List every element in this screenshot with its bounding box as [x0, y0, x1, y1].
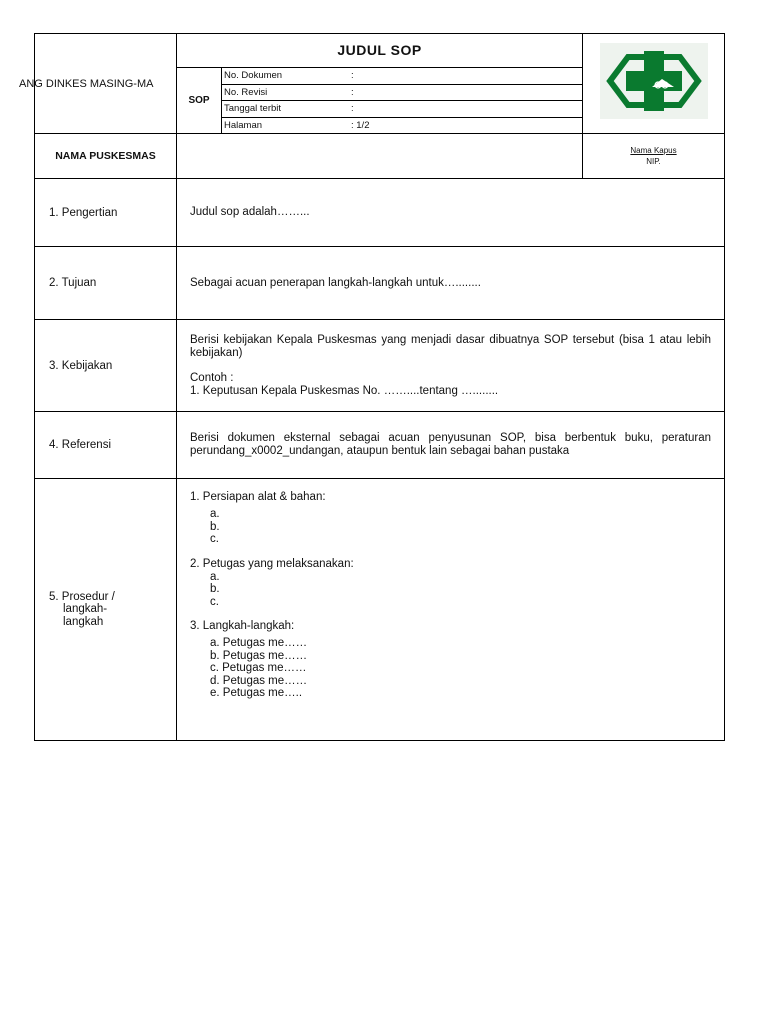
list-item: a. [210, 508, 220, 520]
meta-label: No. Dokumen [224, 70, 283, 82]
list-item: b. [210, 520, 220, 533]
sop-label: SOP [177, 68, 222, 133]
step-1: 1. Persiapan alat & bahan: [190, 491, 326, 503]
list-item: a. [210, 570, 220, 583]
meta-rows [222, 68, 582, 133]
kebijakan-contoh: Contoh : [190, 371, 234, 384]
nama-puskesmas-label: NAMA PUSKESMAS [35, 134, 177, 179]
sop-table [19, 33, 725, 741]
section-tujuan [35, 247, 725, 320]
list-item: c. [210, 595, 219, 608]
list-item: d. Petugas me…… [210, 674, 308, 687]
list-item: b. Petugas me…… [210, 649, 308, 662]
step-3: 3. Langkah-langkah: [190, 620, 295, 632]
section-body [177, 479, 725, 741]
section-prosedur [35, 479, 725, 741]
list-item: a. Petugas me…… [210, 637, 308, 649]
kebijakan-item: 1. Keputusan Kepala Puskesmas No. ……....tentang …........ [190, 384, 499, 397]
meta-label: No. Revisi [224, 86, 268, 98]
nama-row [35, 134, 725, 179]
section-label: 3. Kebijakan [35, 320, 177, 412]
institution-text: ANG DINKES MASING-MA [19, 77, 154, 90]
section-kebijakan [35, 320, 725, 412]
section-body: Sebagai acuan penerapan langkah-langkah untuk…........ [177, 247, 725, 320]
prosedur-label-line: 5. Prosedur / [49, 590, 115, 603]
institution-cell [19, 34, 177, 134]
section-label: 2. Tujuan [35, 247, 177, 320]
step-1-list [210, 508, 711, 546]
list-item: c. [210, 533, 219, 545]
logo-cell [583, 34, 725, 134]
kapus-nip: NIP. [646, 157, 661, 166]
section-label: 1. Pengertian [35, 179, 177, 247]
meta-label: Halaman [224, 119, 263, 131]
meta-row-revisi [222, 85, 582, 102]
meta-row-halaman [222, 118, 582, 134]
section-label [35, 479, 177, 741]
list-item: b. [210, 583, 220, 595]
step-2-list [210, 571, 711, 609]
section-body [177, 320, 725, 412]
kebijakan-text: Berisi kebijakan Kepala Puskesmas yang menjadi dasar dibuatnya SOP tersebut (bisa 1 atau lebih kebijakan) [190, 333, 711, 359]
meta-value: : 1/2 [351, 119, 370, 131]
list-item: e. Petugas me….. [210, 687, 303, 699]
sop-document [19, 33, 724, 741]
prosedur-label-line: langkah- [63, 603, 108, 616]
meta-value: : [351, 103, 354, 115]
nama-empty-cell [177, 134, 583, 179]
header-row [35, 34, 725, 134]
section-label: 4. Referensi [35, 412, 177, 479]
section-referensi [35, 412, 725, 479]
meta-value: : [351, 86, 354, 98]
meta-block [177, 68, 582, 133]
list-item: c. Petugas me…… [210, 662, 307, 674]
title-cell [177, 34, 583, 134]
step-2: 2. Petugas yang melaksanakan: [190, 557, 354, 570]
kapus-name: Nama Kapus [630, 146, 677, 155]
puskesmas-cross-logo-icon [600, 43, 708, 119]
step-3-list [210, 637, 711, 700]
kapus-cell [583, 134, 725, 179]
section-body: Berisi dokumen eksternal sebagai acuan penyusunan SOP, bisa berbentuk buku, peraturan perundang_x0002_undangan, ataupun bentuk lain sebagai bahan pustaka [177, 412, 725, 479]
prosedur-label-line: langkah [63, 615, 104, 628]
meta-label: Tanggal terbit [224, 103, 282, 115]
meta-row-dokumen [222, 68, 582, 85]
section-body: Judul sop adalah……... [177, 179, 725, 247]
sop-title: JUDUL SOP [177, 34, 582, 68]
meta-row-tanggal [222, 101, 582, 118]
section-pengertian [35, 179, 725, 247]
meta-value: : [351, 70, 354, 82]
